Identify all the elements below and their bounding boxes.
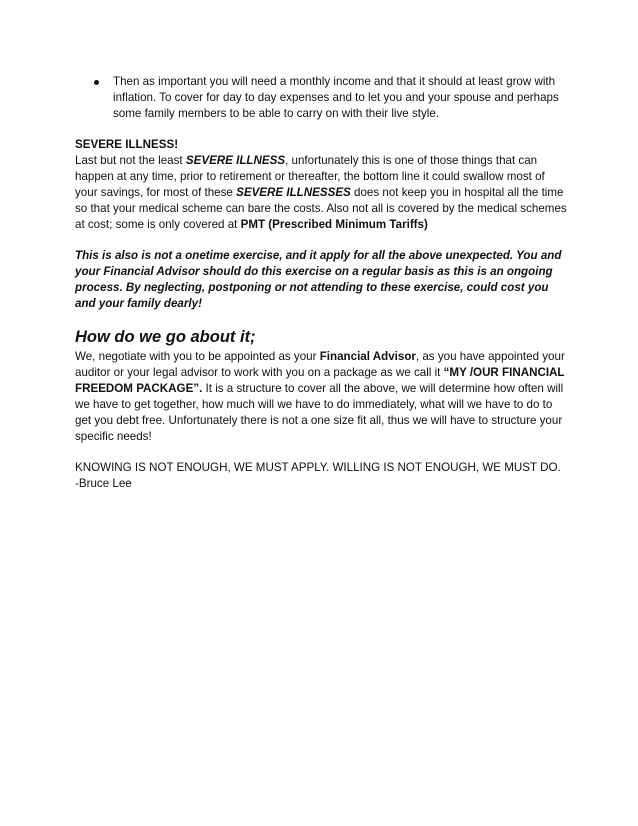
how-text-1: We, negotiate with you to be appointed as your [75,350,320,363]
how-section [75,327,570,445]
quote-author: -Bruce Lee [75,477,132,490]
quote-block [75,460,570,492]
how-text-3: It is a structure to cover all the above, we will determine how often will we have to get together, how much will we have to do immediately, what will we have to do to get you debt free. Unfortunately there is not a one size fit all, thus we will have to structure your specific needs! [75,382,564,443]
how-text-2: , as you have appointed your auditor or your legal advisor to work with you on a package as we call it [75,350,565,379]
financial-advisor-term: Financial Advisor [319,350,416,363]
severe-text-2: , unfortunately this is one of those things that can happen at any time, prior to retirement or thereafter, the bottom line it could swallow most of your savings, for most of these [75,154,545,199]
document-page [75,74,570,492]
severe-illness-heading: SEVERE ILLNESS! [75,138,179,151]
bullet-text: Then as important you will need a monthly income and that it should at least grow with inflation. To cover for day to day expenses and to let you and your spouse and perhaps some family members to be able to carry on with their live style. [113,75,559,120]
severe-illness-section [75,137,570,233]
warning-paragraph: This is also is not a onetime exercise, and it apply for all the above unexpected. You and your Financial Advisor should do this exercise on a regular basis as this is an ongoing process. By neglecting, postponing or not attending to these exercise, could cost you and your family dearly! [75,249,562,310]
severe-text-3: does not keep you in hospital all the time so that your medical scheme can bare the costs. Also not all is covered by the medical schemes at cost; some is only covered at [75,186,567,231]
bullet-item [75,74,570,122]
how-heading: How do we go about it; [75,328,256,346]
severe-text-1: Last but not the least [75,154,186,167]
severe-emphasis-1: SEVERE ILLNESS [185,154,286,167]
pmt-term: PMT (Prescribed Minimum Tariffs) [240,218,428,231]
severe-emphasis-2: SEVERE ILLNESSES [236,186,351,199]
quote-line: KNOWING IS NOT ENOUGH, WE MUST APPLY. WILLING IS NOT ENOUGH, WE MUST DO. [75,461,561,474]
bullet-dot-icon [94,80,99,85]
package-name: “MY /OUR FINANCIAL FREEDOM PACKAGE”. [75,366,565,395]
